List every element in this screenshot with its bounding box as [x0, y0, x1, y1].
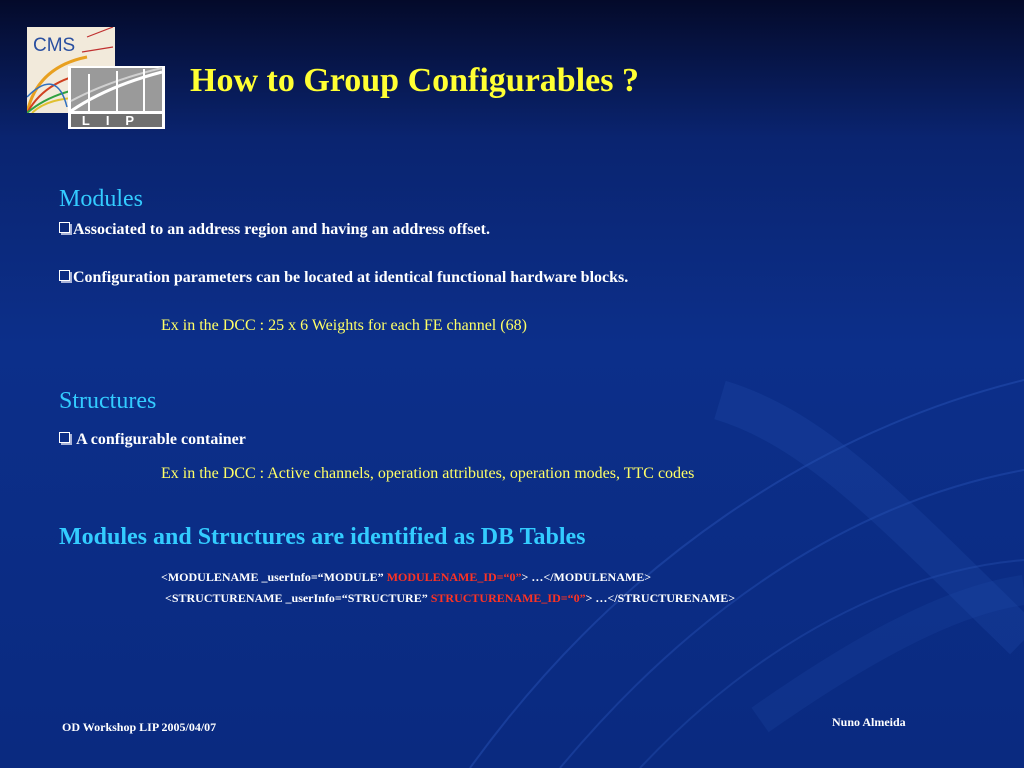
modules-heading: Modules	[59, 186, 143, 212]
modules-bullet-2	[59, 269, 628, 287]
structures-bullet-1	[59, 431, 246, 449]
cms-logo-text: CMS	[33, 35, 76, 56]
db-tables-heading: Modules and Structures are identified as DB Tables	[59, 524, 586, 550]
square-bullet-icon	[59, 222, 70, 233]
footer-right: Nuno Almeida	[832, 715, 906, 729]
module-xml-line	[161, 570, 651, 585]
structures-heading: Structures	[59, 388, 157, 414]
square-bullet-icon	[59, 270, 70, 281]
modules-bullet-1	[59, 221, 490, 239]
structure-id-attribute: STRUCTURENAME_ID=“0”	[430, 591, 586, 605]
lip-logo-text: LIP	[81, 113, 151, 128]
modules-bullet-1-text: Associated to an address region and having an address offset.	[73, 221, 490, 238]
structures-example: Ex in the DCC : Active channels, operation attributes, operation modes, TTC codes	[161, 465, 695, 482]
module-xml-suffix: > …</MODULENAME>	[521, 570, 652, 584]
slide-title: How to Group Configurables ?	[190, 62, 639, 99]
modules-example: Ex in the DCC : 25 x 6 Weights for each FE channel (68)	[161, 317, 527, 334]
modules-bullet-2-text: Configuration parameters can be located at identical functional hardware blocks.	[73, 269, 629, 286]
module-xml-prefix: <MODULENAME _userInfo=“MODULE”	[161, 570, 387, 584]
footer-left: OD Workshop LIP 2005/04/07	[62, 720, 217, 734]
structure-xml-line	[165, 591, 735, 606]
lip-logo	[68, 66, 165, 129]
square-bullet-icon	[59, 432, 70, 443]
module-id-attribute: MODULENAME_ID=“0”	[386, 570, 522, 584]
structure-xml-suffix: > …</STRUCTURENAME>	[585, 591, 736, 605]
structures-bullet-1-text: A configurable container	[73, 431, 246, 448]
structure-xml-prefix: <STRUCTURENAME _userInfo=“STRUCTURE”	[165, 591, 431, 605]
